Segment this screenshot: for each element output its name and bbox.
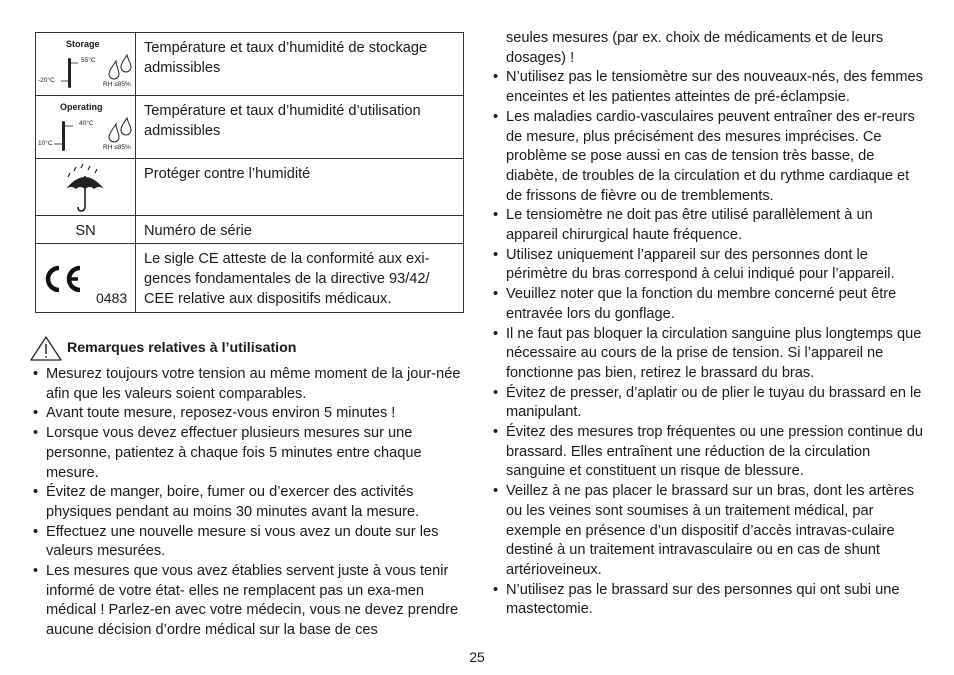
left-bullet-list — [31, 365, 461, 641]
umbrella-symbol — [36, 159, 136, 216]
bullet: • — [33, 484, 39, 501]
left-column — [31, 365, 461, 641]
storage-temp-low: -20°C — [38, 77, 55, 84]
storage-description: Température et taux d’humidité de stockage admissibles — [136, 33, 464, 96]
list-item: • Évitez des mesures trop fréquentes ou une pression continue du brassard. Elles entraînent une réduction de la circulation sanguine et constituent un risque de blessure. — [493, 424, 923, 480]
bullet: • — [493, 384, 499, 401]
ce-symbol — [36, 244, 136, 313]
bullet: • — [33, 523, 39, 540]
right-column — [491, 29, 923, 620]
bullet: • — [493, 207, 499, 224]
list-item: • Avant toute mesure, reposez-vous environ 5 minutes ! — [31, 404, 461, 424]
symbol-row-operating — [36, 96, 464, 159]
operating-label: Operating — [60, 102, 103, 112]
list-item: • Lorsque vous devez effectuer plusieurs mesures sur une personne, patientez à chaque fois 5 minutes entre chaque mesure. — [33, 425, 422, 481]
list-item: • Les maladies cardio-vasculaires peuvent entraîner des er-reurs de mesure, plus précisément des mesures imprécises. Ce problème se pose aussi en cas de tension très basse, de diabète, de troubles de la circulation et du rythme cardiaque et de frissons de fièvre ou de tremblements. — [493, 108, 915, 204]
operating-temp-high: 40°C — [79, 120, 94, 127]
storage-symbol — [36, 33, 136, 96]
ce-mark-icon — [36, 244, 96, 313]
symbol-row-serial — [36, 216, 464, 244]
bullet: • — [493, 325, 499, 342]
list-item: • Utilisez uniquement l’appareil sur des personnes dont le périmètre du bras correspond à celui indiqué pour l’appareil. — [493, 246, 895, 283]
bullet: • — [493, 69, 499, 86]
operating-humidity: RH ≤85% — [103, 144, 131, 151]
symbol-row-ce — [36, 244, 464, 313]
storage-label: Storage — [66, 39, 100, 49]
bullet: • — [33, 366, 39, 382]
list-item: • N’utilisez pas le tensiomètre sur des nouveaux-nés, des femmes enceintes et les patientes atteintes de pré-éclampsie. — [493, 69, 923, 106]
ce-number: 0483 — [96, 290, 128, 306]
bullet: • — [493, 286, 499, 303]
list-item: • Évitez de manger, boire, fumer ou d’exercer des activités physiques pendant au moins 30 minutes avant la mesure. — [33, 484, 420, 520]
bullet: • — [33, 425, 39, 442]
list-item: • Mesurez toujours votre tension au même moment de la jour-née afin que les valeurs soient comparables. — [33, 366, 461, 402]
warning-icon — [30, 335, 62, 361]
list-item: • Il ne faut pas bloquer la circulation sanguine plus longtemps que nécessaire au cours de la prise de tension. Si l’appareil ne fonctionne pas bien, retirez le brassard du bras. — [493, 325, 922, 381]
storage-temp-high: 55°C — [81, 57, 96, 64]
bullet: • — [493, 246, 499, 263]
bullet: • — [493, 424, 499, 441]
operating-description: Température et taux d’humidité d’utilisation admissibles — [136, 96, 464, 159]
operating-symbol — [36, 96, 136, 159]
umbrella-icon — [36, 159, 135, 216]
bullet: • — [33, 405, 39, 422]
list-item: • Le tensiomètre ne doit pas être utilisé parallèlement à un appareil chirurgical haute fréquence. — [493, 207, 873, 244]
storage-humidity: RH ≤85% — [103, 81, 131, 88]
serial-symbol: SN — [36, 216, 136, 244]
operating-temp-low: 10°C — [38, 140, 53, 147]
section-title: Remarques relatives à l’utilisation — [67, 340, 297, 356]
ce-description: Le sigle CE atteste de la conformité aux exi-gences fondamentales de la directive 93/42/ CEE relative aux dispositifs médicaux. — [136, 244, 464, 313]
page-number: 25 — [469, 649, 485, 665]
right-bullet-list — [491, 68, 923, 620]
list-item: • Les mesures que vous avez établies servent juste à vous tenir informé de votre état- elles ne remplacent pas un exa-men médical ! Parlez-en avec votre médecin, vous ne devez prendre aucune décision d’ordre médical sur la base de ces — [33, 563, 459, 639]
section-heading — [30, 335, 460, 361]
bullet: • — [493, 108, 499, 125]
symbol-row-umbrella — [36, 159, 464, 216]
bullet: • — [493, 581, 499, 598]
list-item: • Effectuez une nouvelle mesure si vous avez un doute sur les valeurs mesurées. — [33, 523, 439, 560]
serial-description: Numéro de série — [136, 216, 464, 244]
list-item: • N’utilisez pas le brassard sur des personnes qui ont subi une mastectomie. — [493, 581, 900, 618]
continued-text: seules mesures (par ex. choix de médicaments et de leurs dosages) ! — [506, 30, 884, 66]
symbol-row-storage — [36, 33, 464, 96]
list-item: • Évitez de presser, d’aplatir ou de plier le tuyau du brassard en le manipulant. — [493, 384, 922, 421]
list-item: • Veuillez noter que la fonction du membre concerné peut être entravée lors du gonflage. — [493, 286, 897, 322]
bullet: • — [33, 563, 39, 580]
symbols-table — [35, 32, 464, 313]
umbrella-description: Protéger contre l’humidité — [136, 159, 464, 216]
list-item: • Veillez à ne pas placer le brassard sur un bras, dont les artères ou les veines sont soumises à un traitement médical, par exemple en présence d’un dispositif d’accès intravas-culaire destiné à un traitement intravasculaire ou en cas de shunt artérioveineux. — [493, 483, 915, 578]
bullet: • — [493, 483, 499, 500]
